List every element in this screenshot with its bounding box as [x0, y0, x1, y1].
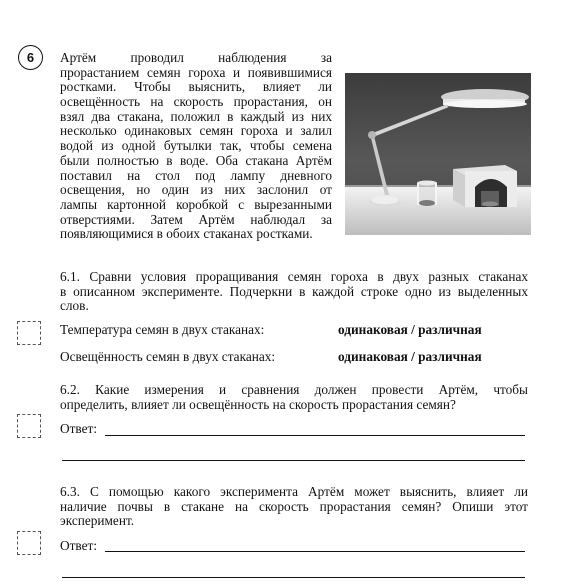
intro-line: ростками. Чтобы выяснить, влияет ли: [60, 79, 332, 95]
choice-words-temperature[interactable]: одинаковая / различная: [338, 322, 482, 337]
answer-label-6-2: Ответ:: [60, 421, 98, 436]
question-6-2: [60, 383, 528, 412]
question-line: наличие почвы в стакане на скорость прорастания семян? Опиши этот: [60, 498, 528, 514]
intro-line: водой из одной бутылки так, чтобы семена: [60, 138, 332, 154]
intro-line: прорастанием семян гороха и появившимися: [60, 64, 332, 80]
question-line: 6.2. Какие измерения и сравнения должен провести Артём, чтобы: [60, 382, 528, 397]
question-line: слов.: [60, 298, 89, 314]
intro-line: были полностью в воде. Оба стакана Артём: [60, 152, 332, 168]
question-line: 6.3. С помощью какого эксперимента Артём может выяснить, влияет ли: [60, 484, 528, 499]
intro-line: появляющимися в обоих стаканах ростками.: [60, 226, 313, 242]
score-box-6-1: [17, 321, 41, 345]
answer-line-6-3-extra[interactable]: [62, 577, 525, 578]
intro-line: освещения, но один из них заслонил от: [60, 182, 332, 198]
score-box-6-2: [17, 414, 41, 438]
row-label-temperature: Температура семян в двух стаканах:: [60, 322, 265, 337]
intro-line: отверстиями. Затем Артём наблюдал за: [60, 211, 332, 227]
task-intro: [60, 51, 332, 242]
intro-line: взял два стакана, положил в каждый из них: [60, 108, 332, 124]
intro-line: лампы картонной коробкой с вырезанными: [60, 196, 332, 212]
question-6-1: [60, 270, 528, 314]
question-line: 6.1. Сравни условия проращивания семян гороха в двух разных стаканах: [60, 269, 528, 284]
answer-line-6-3[interactable]: [105, 551, 525, 552]
question-line: определить, влияет ли освещённость на скорость прорастания семян?: [60, 396, 456, 412]
question-line: в описанном эксперименте. Подчеркни в каждой строке одно из выделенных: [60, 283, 528, 299]
score-box-6-3: [17, 531, 41, 555]
task-number: 6: [18, 45, 43, 70]
answer-line-6-2[interactable]: [105, 435, 525, 436]
cardboard-box: [453, 165, 517, 207]
intro-line: Артём проводил наблюдения за: [60, 50, 332, 65]
intro-line: несколько одинаковых семян гороха и залил: [60, 123, 332, 139]
intro-line: освещённость на скорость прорастания, он: [60, 94, 332, 110]
glass-with-seeds: [417, 181, 437, 207]
choice-words-illumination[interactable]: одинаковая / различная: [338, 349, 482, 364]
row-label-illumination: Освещённость семян в двух стаканах:: [60, 349, 276, 364]
experiment-photo: [345, 73, 531, 235]
intro-line: поставил на стол под лампу дневного: [60, 167, 332, 183]
question-line: эксперимент.: [60, 513, 135, 529]
answer-label-6-3: Ответ:: [60, 538, 98, 553]
question-6-3: [60, 485, 528, 529]
answer-line-6-2-extra[interactable]: [62, 460, 525, 461]
